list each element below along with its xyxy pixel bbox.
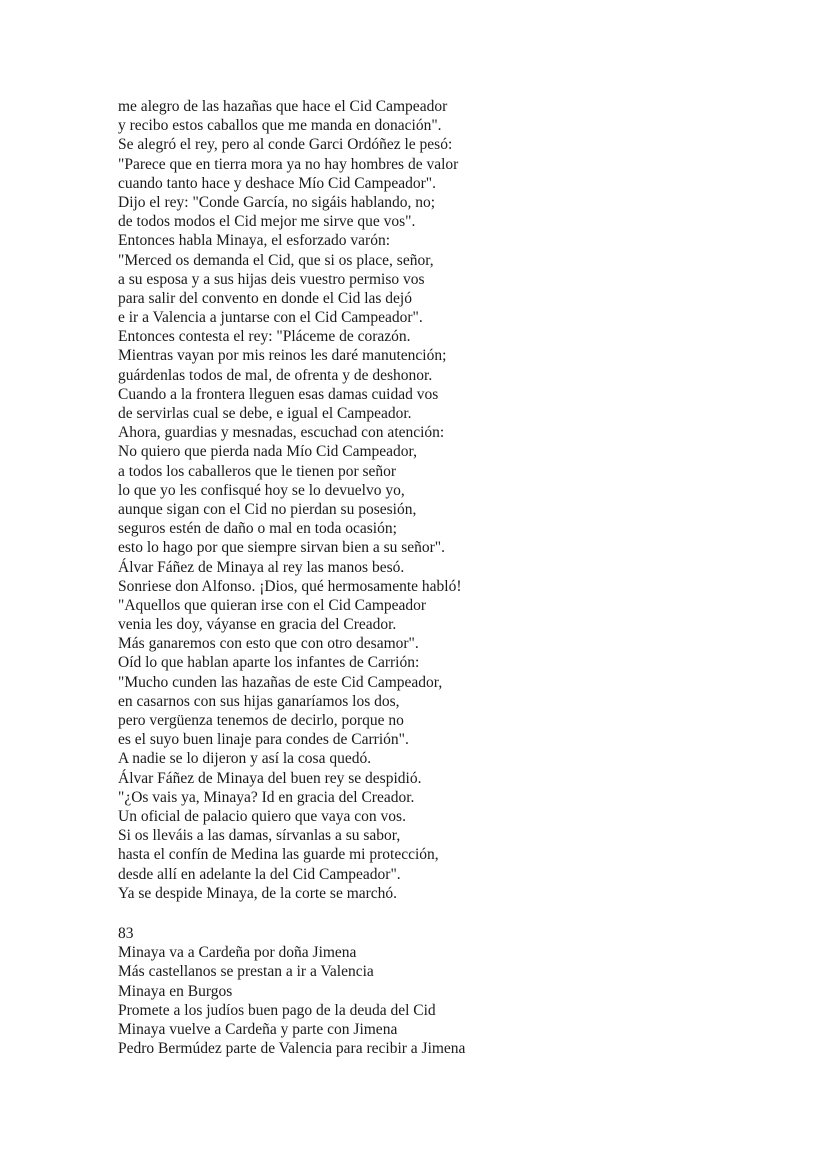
verse-line: Entonces contesta el rey: "Pláceme de corazón. xyxy=(118,328,411,346)
verse-line: lo que yo les confisqué hoy se lo devuelvo yo, xyxy=(118,481,405,499)
verse-line: e ir a Valencia a juntarse con el Cid Campeador". xyxy=(118,309,423,327)
verse-line: No quiero que pierda nada Mío Cid Campeador, xyxy=(118,443,417,461)
verse-line: Ya se despide Minaya, de la corte se marchó. xyxy=(118,884,398,902)
verse-line: Un oficial de palacio quiero que vaya con vos. xyxy=(118,807,406,825)
verse-line: Oíd lo que hablan aparte los infantes de Carrión: xyxy=(118,654,420,672)
verse-line: Se alegró el rey, pero al conde Garci Ordóñez le pesó: xyxy=(118,136,453,154)
verse-line: me alegro de las hazañas que hace el Cid Campeador xyxy=(118,98,448,115)
verse-line: para salir del convento en donde el Cid las dejó xyxy=(118,289,412,307)
verse-line: a todos los caballeros que le tienen por señor xyxy=(118,462,397,480)
section-summary-line: Minaya va a Cardeña por doña Jimena xyxy=(118,944,357,962)
section-summary-line: Promete a los judíos buen pago de la deuda del Cid xyxy=(118,1001,436,1019)
verse-line: Sonriese don Alfonso. ¡Dios, qué hermosamente habló! xyxy=(118,577,462,595)
verse-line: "Merced os demanda el Cid, que si os place, señor, xyxy=(118,251,434,269)
verse-line: Mientras vayan por mis reinos les daré manutención; xyxy=(118,347,447,365)
verse-line: Entonces habla Minaya, el esforzado varón: xyxy=(118,232,391,250)
verse-line: de todos modos el Cid mejor me sirve que vos". xyxy=(118,213,416,231)
section-summary-line: Más castellanos se prestan a ir a Valencia xyxy=(118,963,374,981)
verse-line: A nadie se lo dijeron y así la cosa quedó. xyxy=(118,750,372,768)
verse-line: Álvar Fáñez de Minaya del buen rey se despidió. xyxy=(118,769,422,787)
verse-line: y recibo estos caballos que me manda en donación". xyxy=(118,117,442,135)
verse-line: "Parece que en tierra mora ya no hay hombres de valor xyxy=(118,155,459,173)
section-summary-line: Minaya vuelve a Cardeña y parte con Jimena xyxy=(118,1020,398,1038)
verse-line: aunque sigan con el Cid no pierdan su posesión, xyxy=(118,500,417,518)
verse-line: Dijo el rey: "Conde García, no sigáis hablando, no; xyxy=(118,193,436,211)
poem-verses xyxy=(118,97,778,903)
section-number: 83 xyxy=(118,925,134,942)
section-83 xyxy=(118,924,778,1058)
verse-line: esto lo hago por que siempre sirvan bien a su señor". xyxy=(118,539,446,557)
verse-line: de servirlas cual se debe, e igual el Campeador. xyxy=(118,405,412,422)
section-summary-line: Pedro Bermúdez parte de Valencia para recibir a Jimena xyxy=(118,1040,466,1058)
verse-line: Ahora, guardias y mesnadas, escuchad con atención: xyxy=(118,424,445,442)
verse-line: es el suyo buen linaje para condes de Carrión". xyxy=(118,731,409,749)
verse-line: "Mucho cunden las hazañas de este Cid Campeador, xyxy=(118,673,443,691)
verse-line: seguros estén de daño o mal en toda ocasión; xyxy=(118,520,397,538)
verse-line: cuando tanto hace y deshace Mío Cid Campeador". xyxy=(118,174,436,192)
section-summary-line: Minaya en Burgos xyxy=(118,982,233,1000)
verse-line: "¿Os vais ya, Minaya? Id en gracia del Creador. xyxy=(118,788,415,806)
verse-line: a su esposa y a sus hijas deis vuestro permiso vos xyxy=(118,270,425,288)
verse-line: venia les doy, váyanse en gracia del Creador. xyxy=(118,616,397,634)
verse-line: pero vergüenza tenemos de decirlo, porque no xyxy=(118,712,404,729)
verse-line: hasta el confín de Medina las guarde mi protección, xyxy=(118,846,439,864)
verse-line: Álvar Fáñez de Minaya al rey las manos besó. xyxy=(118,558,405,576)
verse-line: Si os lleváis a las damas, sírvanlas a su sabor, xyxy=(118,827,401,845)
verse-line: Más ganaremos con esto que con otro desamor". xyxy=(118,635,419,653)
verse-line: "Aquellos que quieran irse con el Cid Campeador xyxy=(118,596,427,614)
verse-line: guárdenlas todos de mal, de ofrenta y de deshonor. xyxy=(118,366,433,384)
verse-line: en casarnos con sus hijas ganaríamos los dos, xyxy=(118,692,400,710)
verse-line: desde allí en adelante la del Cid Campeador". xyxy=(118,865,401,883)
verse-line: Cuando a la frontera lleguen esas damas cuidad vos xyxy=(118,385,439,403)
